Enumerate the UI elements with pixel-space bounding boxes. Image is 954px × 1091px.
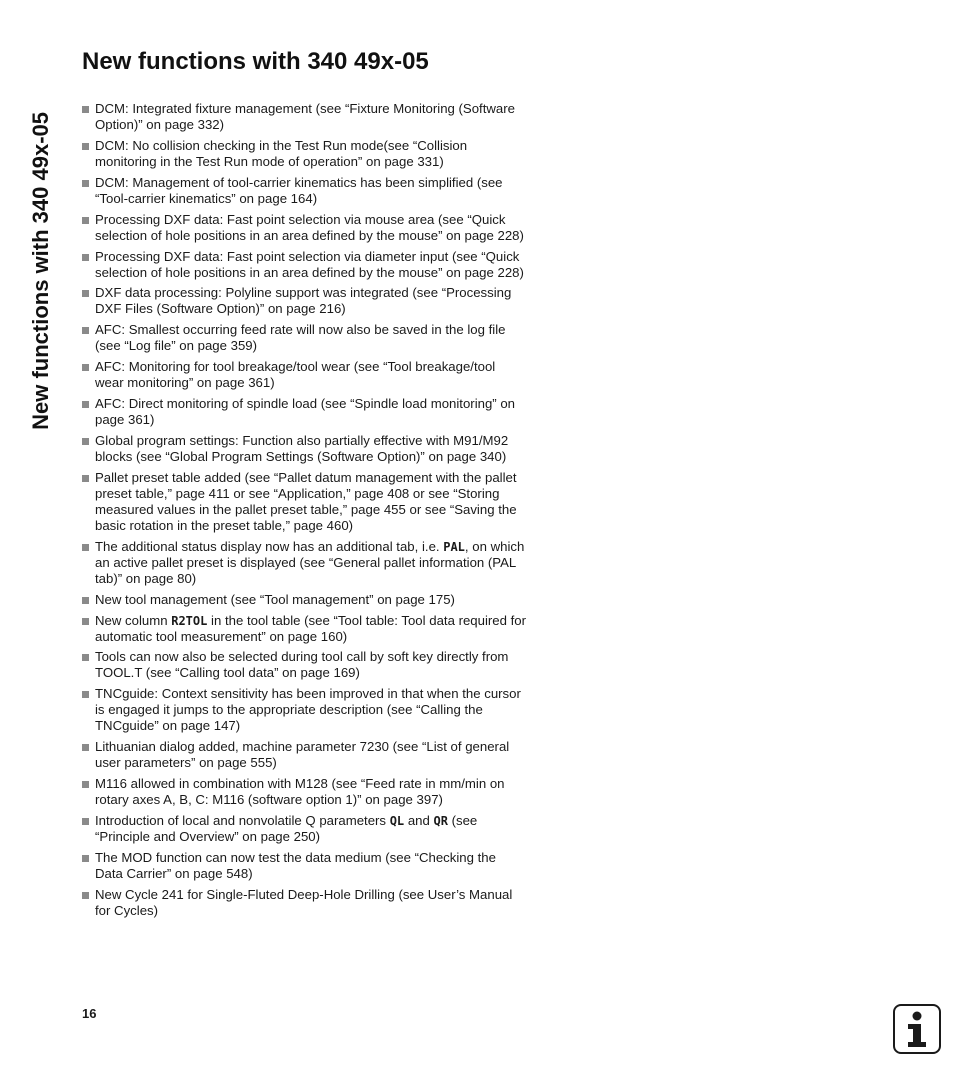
list-item: AFC: Monitoring for tool breakage/tool wear (see “Tool breakage/tool wear monitoring” on page 361)	[82, 359, 527, 391]
list-item: New tool management (see “Tool management” on page 175)	[82, 592, 527, 608]
info-icon-glyph	[895, 1006, 939, 1052]
list-item: DXF data processing: Polyline support was integrated (see “Processing DXF Files (Software Option)” on page 216)	[82, 285, 527, 317]
list-item: Lithuanian dialog added, machine parameter 7230 (see “List of general user parameters” on page 555)	[82, 739, 527, 771]
list-item: The MOD function can now test the data medium (see “Checking the Data Carrier” on page 548)	[82, 850, 527, 882]
list-item: DCM: No collision checking in the Test Run mode(see “Collision monitoring in the Test Run mode of operation” on page 331)	[82, 138, 527, 170]
list-item: New column R2TOL in the tool table (see “Tool table: Tool data required for automatic tool measurement” on page 160)	[82, 613, 527, 645]
list-item: Processing DXF data: Fast point selection via mouse area (see “Quick selection of hole positions in an area defined by the mouse” on page 228)	[82, 212, 527, 244]
list-item: DCM: Integrated fixture management (see “Fixture Monitoring (Software Option)” on page 332)	[82, 101, 527, 133]
list-item: New Cycle 241 for Single-Fluted Deep-Hole Drilling (see User’s Manual for Cycles)	[82, 887, 527, 919]
info-icon	[893, 1004, 941, 1054]
code-term: QL	[389, 814, 405, 829]
list-item: AFC: Smallest occurring feed rate will now also be saved in the log file (see “Log file” on page 359)	[82, 322, 527, 354]
list-item: DCM: Management of tool-carrier kinematics has been simplified (see “Tool-carrier kinematics” on page 164)	[82, 175, 527, 207]
feature-list	[82, 101, 527, 924]
list-item: M116 allowed in combination with M128 (see “Feed rate in mm/min on rotary axes A, B, C: M116 (software option 1)” on page 397)	[82, 776, 527, 808]
side-chapter-title-text: New functions with 340 49x-05	[28, 112, 53, 430]
list-item: Tools can now also be selected during tool call by soft key directly from TOOL.T (see “Calling tool data” on page 169)	[82, 649, 527, 681]
list-item: Global program settings: Function also partially effective with M91/M92 blocks (see “Global Program Settings (Software Option)” on page 340)	[82, 433, 527, 465]
code-term: PAL	[443, 539, 465, 554]
list-item: Processing DXF data: Fast point selection via diameter input (see “Quick selection of hole positions in an area defined by the mouse” on page 228)	[82, 249, 527, 281]
page-number: 16	[82, 1006, 97, 1021]
list-item: Introduction of local and nonvolatile Q parameters QL and QR (see “Principle and Overview” on page 250)	[82, 813, 527, 845]
code-term: QR	[433, 814, 448, 829]
list-item: AFC: Direct monitoring of spindle load (see “Spindle load monitoring” on page 361)	[82, 396, 527, 428]
list-item: Pallet preset table added (see “Pallet datum management with the pallet preset table,” page 411 or see “Application,” page 408 or see “Storing measured values in the pallet preset table,” page 455 or see “Saving the basic rotation in the preset table,” page 460)	[82, 470, 527, 534]
list-item: The additional status display now has an additional tab, i.e. PAL, on which an active pallet preset is displayed (see “General pallet information (PAL tab)” on page 80)	[82, 539, 527, 587]
page-title: New functions with 340 49x-05	[82, 48, 429, 75]
list-item: TNCguide: Context sensitivity has been improved in that when the cursor is engaged it jumps to the appropriate description (see “Calling the TNCguide” on page 147)	[82, 686, 527, 734]
side-chapter-title	[25, 42, 57, 430]
code-term: R2TOL	[171, 613, 208, 628]
